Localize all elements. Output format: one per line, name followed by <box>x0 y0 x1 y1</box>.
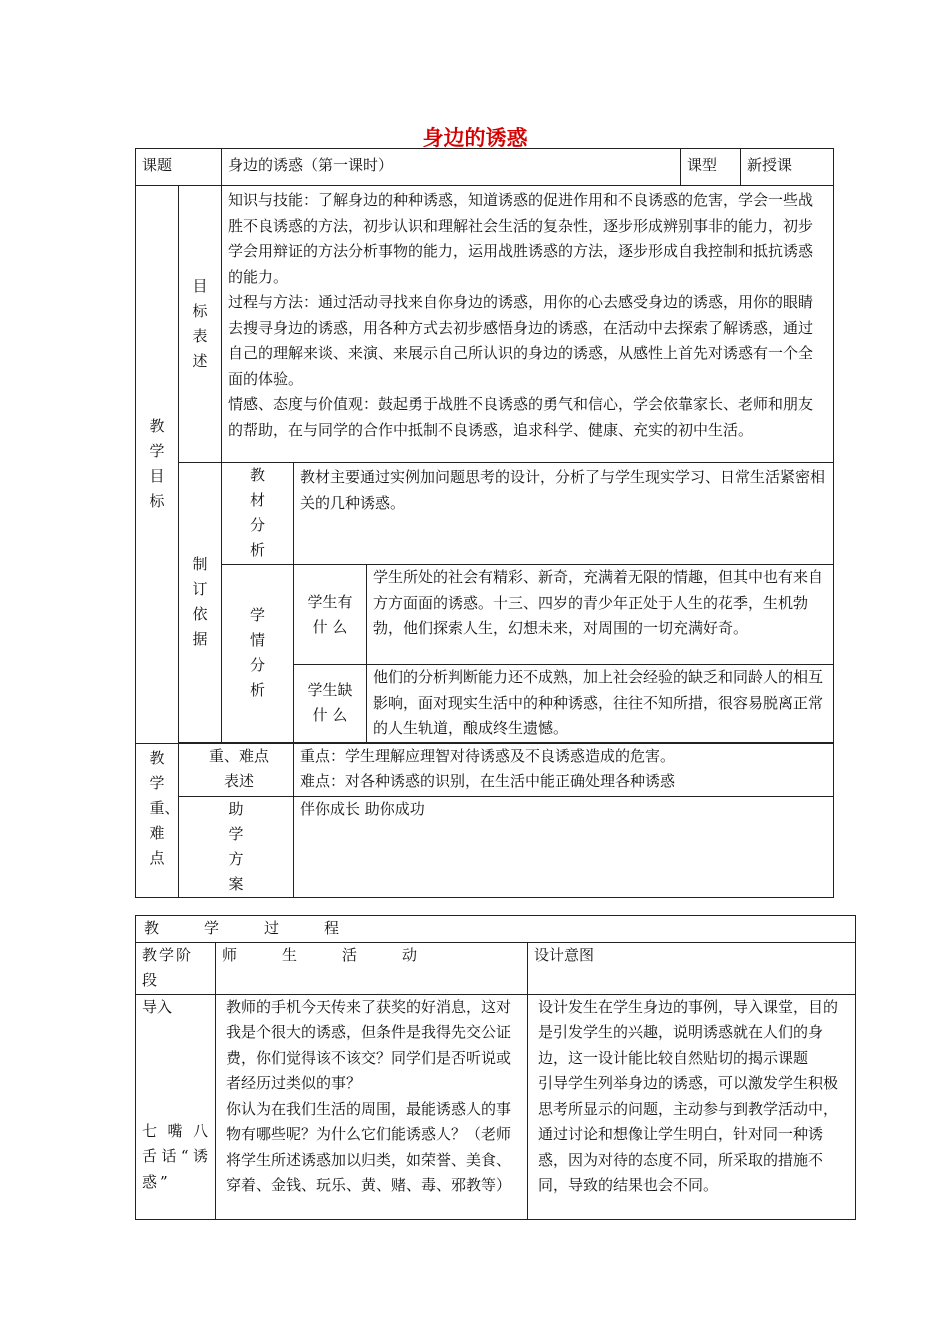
page-title: 身边的诱惑 <box>422 126 528 150</box>
process-header: 教 学 过 程 <box>136 916 856 943</box>
stage-discuss: 七嘴八舌话“诱惑” <box>142 1121 211 1191</box>
intent-intro: 设计发生在学生身边的事例，导入课堂，目的是引发学生的兴趣，说明诱惑就在人们的身边，这一设计能比较自然贴切的揭示课题 <box>538 997 839 1067</box>
has-label: 学生有什 么 <box>294 565 367 665</box>
course-value: 身边的诱惑（第一课时） <box>222 149 681 186</box>
lack-label: 学生缺什 么 <box>294 665 367 743</box>
stage-intro: 导入 <box>142 997 173 1016</box>
goal-emotion: 情感、态度与价值观：鼓起勇于战胜不良诱惑的勇气和信心，学会依靠家长、老师和朋友的帮助，在与同学的合作中抵制不良诱惑，追求科学、健康、充实的初中生活。 <box>228 395 814 439</box>
has-text: 学生所处的社会有精彩、新奇，充满着无限的情趣，但其中也有来自方方面面的诱惑。十三、四岁的青少年正处于人生的花季，生机勃勃，他们探索人生，幻想未来，对周围的一切充满好奇。 <box>367 565 834 665</box>
activity-intro: 教师的手机今天传来了获奖的好消息，这对我是个很大的诱惑，但条件是我得先交公证费，你们觉得该不该交？同学们是否听说或者经历过类似的事？ <box>226 997 512 1092</box>
row1-intent <box>528 994 856 1219</box>
col-activity-header: 师 生 活 动 <box>216 942 528 994</box>
process-table <box>135 915 856 1220</box>
row1-activity <box>216 994 528 1219</box>
course-label: 课题 <box>136 149 222 186</box>
col-stage-header: 教学阶段 <box>136 942 216 994</box>
type-label: 课型 <box>681 149 741 186</box>
key-label: 教学重、难点 <box>136 743 179 897</box>
key-point: 重点：学生理解应理智对待诱惑及不良诱惑造成的危害。 <box>300 746 676 765</box>
basis-label: 制订依据 <box>179 463 222 743</box>
col-intent-header: 设计意图 <box>528 942 856 994</box>
goal-desc-label: 目标表述 <box>179 186 222 463</box>
goal-knowledge: 知识与技能：了解身边的种种诱惑，知道诱惑的促进作用和不良诱惑的危害，学会一些战胜不良诱惑的方法，初步认识和理解社会生活的复杂性，逐步形成辨别事非的能力，初步学会用辩证的方法分析事物的能力，运用战胜诱惑的方法，逐步形成自我控制和抵抗诱惑的能力。 <box>228 191 814 286</box>
lack-text: 他们的分析判断能力还不成熟，加上社会经验的缺乏和同龄人的相互影响，面对现实生活中的种种诱惑，往往不知所措，很容易脱离正常的人生轨道，酿成终生遗憾。 <box>367 665 834 743</box>
goal-process: 过程与方法：通过活动寻找来自你身边的诱惑，用你的心去感受身边的诱惑，用你的眼睛去搜寻身边的诱惑，用各种方式去初步感悟身边的诱惑，在活动中去探索了解诱惑，通过自己的理解来谈、来演、来展示自己所认识的身边的诱惑，从感性上首先对诱惑有一个全面的体验。 <box>228 293 814 388</box>
row1-stage <box>136 994 216 1219</box>
help-label: 助学方案 <box>179 796 294 897</box>
intent-discuss: 引导学生列举身边的诱惑，可以激发学生积极思考所显示的问题，主动参与到教学活动中，通过讨论和想像让学生明白，针对同一种诱惑，因为对待的态度不同，所采取的措施不同，导致的结果也会不同。 <box>538 1074 839 1194</box>
student-label: 学情分析 <box>222 565 294 743</box>
help-text: 伴你成长 助你成功 <box>294 796 834 897</box>
key-desc-label: 重、难点表述 <box>179 743 294 796</box>
type-value: 新授课 <box>741 149 834 186</box>
teaching-goal-label: 教学目标 <box>136 186 179 744</box>
goal-content <box>222 186 834 463</box>
activity-discuss: 你认为在我们生活的周围，最能诱惑人的事物有哪些呢？为什么它们能诱惑人？（老师将学生所述诱惑加以归类，如荣誉、美食、穿着、金钱、玩乐、黄、赌、毒、邪教等） <box>226 1099 512 1194</box>
difficult-point: 难点：对各种诱惑的识别，在生活中能正确处理各种诱惑 <box>300 772 676 790</box>
material-text: 教材主要通过实例加问题思考的设计，分析了与学生现实学习、日常生活紧密相关的几种诱惑。 <box>294 463 834 565</box>
material-label: 教材分析 <box>222 463 294 565</box>
key-content <box>294 743 834 796</box>
lesson-info-table <box>135 148 834 898</box>
